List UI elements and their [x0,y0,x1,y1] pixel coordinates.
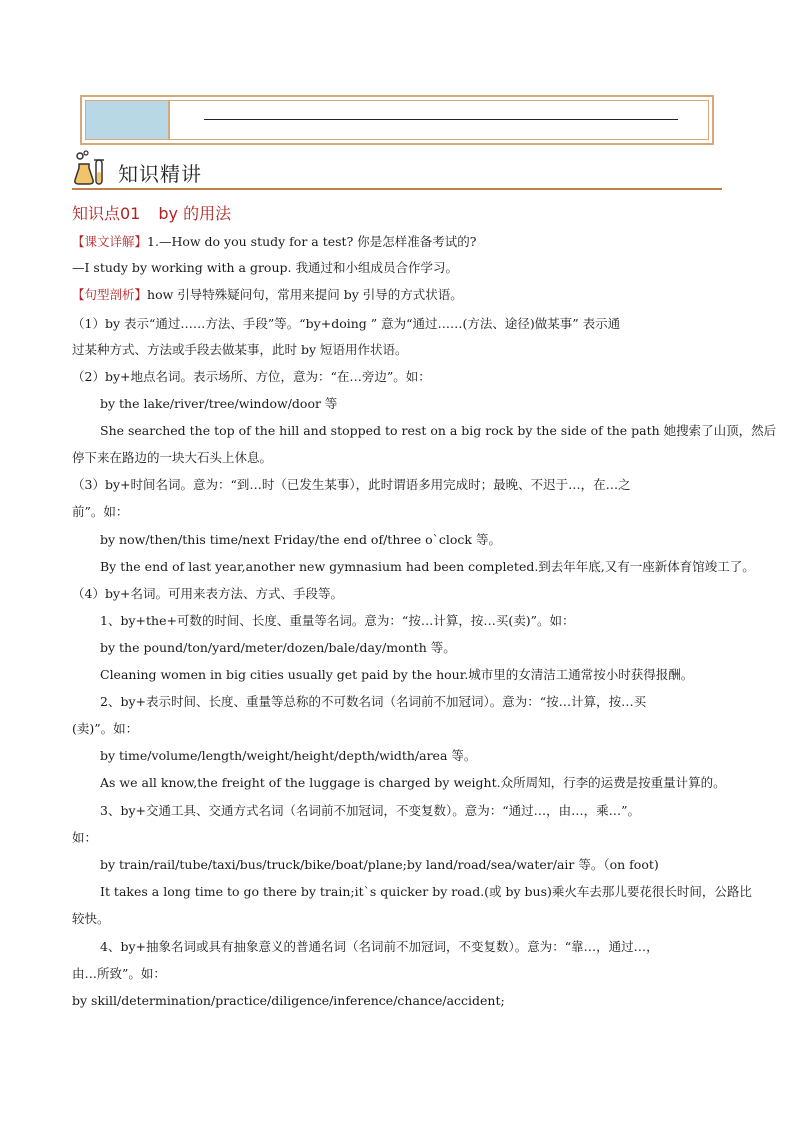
body-text: 由…所致”。如： [72,966,166,981]
body-line [72,342,408,358]
body-line [100,694,646,710]
section-tag: 【课文详解】 [72,234,148,249]
body-text: by train/rail/tube/taxi/bus/truck/bike/boat/plane;by land/road/sea/water/air 等。（on foot) [100,857,659,872]
section-heading [72,150,722,190]
body-line [100,396,337,412]
body-line [72,504,128,520]
header-table-inner [85,100,709,140]
body-line [72,477,631,493]
body-text: 如： [72,830,98,845]
body-text: Cleaning women in big cities usually get paid by the hour.城市里的女清洁工通常按小时获得报酬。 [100,667,694,682]
body-text: It takes a long time to go there by train;it`s quicker by road.(或 by bus)乘火车去那儿要花很长时间，公路比 [100,884,752,899]
body-text: （2）by+地点名词。表示场所、方位，意为：“在…旁边”。如： [72,369,431,384]
body-text: （3）by+时间名词。意为：“到…时（已发生某事），此时谓语多用完成时；最晚、不迟于…，在…之 [72,477,631,492]
body-text: She searched the top of the hill and stopped to rest on a big rock by the side of the path 她搜索了山顶，然后 [100,423,777,438]
header-table [80,95,714,145]
body-line [100,748,476,764]
knowledge-point-topic: by 的用法 [158,204,232,223]
body-line [100,613,574,629]
section-title: 知识精讲 [118,162,202,186]
body-text: By the end of last year,another new gymnasium had been completed.到去年年底,又有一座新体育馆竣工了。 [100,559,755,574]
body-text: 4、by+抽象名词或具有抽象意义的普通名词（名词前不加冠词，不变复数）。意为：“靠…，通过…， [100,939,659,954]
body-text: 1、by+the+可数的时间、长度、重量等名词。意为：“按…计算，按…买(卖)”。如： [100,613,575,628]
body-line [100,559,755,575]
body-text: 3、by+交通工具、交通方式名词（名词前不加冠词，不变复数）。意为：“通过…，由…，乘…”。 [100,803,641,818]
chemistry-flask-icon [72,150,112,186]
body-text: As we all know,the freight of the luggage is charged by weight.众所周知，行李的运费是按重量计算的。 [100,775,726,790]
body-line [72,721,138,737]
body-line [100,803,640,819]
body-line [100,640,456,656]
body-line [72,586,343,602]
body-text: by now/then/this time/next Friday/the end of/three o`clock 等。 [100,532,501,547]
body-text: （4）by+名词。可用来表方法、方式、手段等。 [72,586,343,601]
body-text: by the pound/ton/yard/meter/dozen/bale/day/month 等。 [100,640,456,655]
body-text: (卖)”。如： [72,721,139,736]
body-line [72,450,272,466]
body-text: 较快。 [72,911,110,926]
body-line [100,884,752,900]
body-text: how 引导特殊疑问句，常用来提问 by 引导的方式状语。 [147,287,463,302]
body-line [72,316,620,332]
body-text: 2、by+表示时间、长度、重量等总称的不可数名词（名词前不加冠词）。意为：“按…计算，按…买 [100,694,647,709]
section-tag: 【句型剖析】 [72,287,148,302]
body-text: by the lake/river/tree/window/door 等 [100,396,338,411]
knowledge-point-label: 知识点01 [72,204,141,223]
body-line [72,911,110,927]
body-text: —I study by working with a group. 我通过和小组成员合作学习。 [72,260,458,275]
body-text: 前”。如： [72,504,129,519]
header-blue-cell [86,101,170,139]
body-text: 停下来在路边的一块大石头上休息。 [72,450,273,465]
body-line [100,857,659,873]
body-line [72,234,476,250]
body-line [100,939,659,955]
body-line [100,532,501,548]
body-line [72,966,166,982]
body-line [100,667,693,683]
body-text: by time/volume/length/weight/height/depth/width/area 等。 [100,748,477,763]
body-line [72,830,97,846]
body-line [72,369,431,385]
header-rule [204,119,678,120]
body-line [72,993,505,1009]
body-text: （1）by 表示“通过……方法、手段”等。“by+doing ” 意为“通过……(方法、途径)做某事” 表示通 [72,316,621,331]
body-text: by skill/determination/practice/diligence/inference/chance/accident; [72,993,505,1008]
body-text: 过某种方式、方法或手段去做某事，此时 by 短语用作状语。 [72,342,408,357]
body-text: 1.—How do you study for a test? 你是怎样准备考试的? [147,234,477,249]
body-line [100,423,776,439]
body-line [72,287,463,303]
knowledge-point-title [72,201,231,224]
body-line [100,775,726,791]
body-line [72,260,458,276]
